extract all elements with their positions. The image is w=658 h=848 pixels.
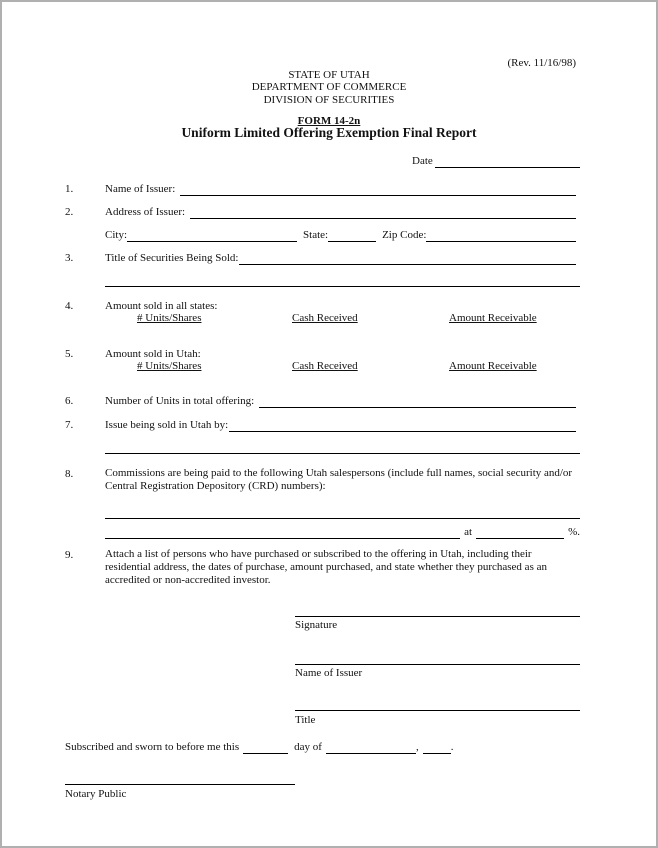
item-9	[65, 548, 576, 587]
agency-line-department: DEPARTMENT OF COMMERCE	[251, 81, 407, 94]
item-3-body	[105, 251, 576, 265]
notary-public-label: Notary Public	[65, 788, 127, 800]
item-8	[65, 467, 576, 493]
item-4-col-cash-header: Cash Received	[292, 312, 358, 324]
form-title: Uniform Limited Offering Exemption Final Report	[181, 125, 477, 140]
item-4-col-units-header: # Units/Shares	[137, 312, 202, 324]
item-1-label: Name of Issuer:	[105, 183, 176, 195]
item-7-number: 7.	[65, 419, 74, 431]
item-5-number: 5.	[65, 348, 74, 360]
item-1	[65, 182, 576, 196]
item-2-body	[105, 205, 576, 219]
city-label: City:	[105, 229, 128, 241]
period-text: .	[450, 741, 454, 753]
revision-note: (Rev. 11/16/98)	[507, 57, 576, 69]
item-6-number: 6.	[65, 395, 74, 407]
sworn-statement-row	[65, 740, 453, 754]
salespersons-input-line-2[interactable]	[105, 526, 460, 539]
signature-input-line[interactable]	[295, 616, 580, 617]
item-1-body	[105, 182, 576, 196]
item-6-label: Number of Units in total offering:	[105, 395, 255, 407]
agency-line-state: STATE OF UTAH	[288, 69, 370, 81]
date-input-line[interactable]	[435, 155, 580, 168]
notary-signature-input-line[interactable]	[65, 784, 295, 785]
item-6	[65, 394, 576, 408]
item-5-col-units-header: # Units/Shares	[137, 360, 202, 372]
city-state-zip-row	[105, 228, 576, 242]
commission-rate-input-line[interactable]	[476, 526, 564, 539]
issuer-name-signature-input-line[interactable]	[295, 664, 580, 665]
state-input-line[interactable]	[328, 229, 376, 242]
item-3-label: Title of Securities Being Sold:	[105, 252, 239, 264]
item-4-col-receivable-header: Amount Receivable	[449, 312, 537, 324]
item-5-col-cash-header: Cash Received	[292, 360, 358, 372]
utah-seller-input-line[interactable]	[229, 419, 576, 432]
item-4-number: 4.	[65, 300, 74, 312]
item-3	[65, 251, 576, 265]
comma-text: ,	[415, 741, 419, 753]
securities-title-input-line[interactable]	[239, 252, 576, 265]
item-5-col-receivable-header: Amount Receivable	[449, 360, 537, 372]
utah-seller-input-line-2[interactable]	[105, 453, 580, 454]
item-5-label: Amount sold in Utah:	[105, 348, 201, 360]
percent-label: %.	[568, 526, 580, 538]
day-of-label: day of	[294, 741, 322, 753]
item-8-label: Commissions are being paid to the following Utah salespersons (include full names, social security and/or Central Registration Depository (CRD) numbers):	[105, 467, 573, 493]
item-3-number: 3.	[65, 252, 74, 264]
issuer-address-input-line[interactable]	[190, 206, 576, 219]
item-2-label: Address of Issuer:	[105, 206, 186, 218]
total-units-input-line[interactable]	[259, 395, 576, 408]
at-label: at	[464, 526, 473, 538]
item-7-label: Issue being sold in Utah by:	[105, 419, 229, 431]
zip-label: Zip Code:	[382, 229, 427, 241]
item-7	[65, 418, 576, 432]
date-row	[412, 154, 580, 168]
item-2	[65, 205, 576, 219]
zip-input-line[interactable]	[426, 229, 576, 242]
agency-block	[2, 69, 656, 106]
securities-title-input-line-2[interactable]	[105, 286, 580, 287]
item-9-label: Attach a list of persons who have purchased or subscribed to the offering in Utah, including their residential address, the dates of purchase, amount purchased, and state whether they purchased as an accredited or non-accredited investor.	[105, 548, 547, 586]
agency-line-division: DIVISION OF SECURITIES	[263, 93, 395, 106]
item-6-body	[105, 394, 576, 408]
state-label: State:	[303, 229, 329, 241]
item-4-label: Amount sold in all states:	[105, 300, 218, 312]
issuer-name-input-line[interactable]	[180, 183, 576, 196]
signature-label: Signature	[295, 619, 338, 631]
item-9-number: 9.	[65, 549, 74, 561]
sworn-statement-label: Subscribed and sworn to before me this	[65, 741, 240, 753]
sworn-day-input-line[interactable]	[243, 741, 288, 754]
issuer-name-signature-label: Name of Issuer	[295, 667, 363, 679]
item-8-number: 8.	[65, 468, 74, 480]
sworn-year-input-line[interactable]	[423, 741, 451, 754]
title-label: Title	[295, 714, 316, 726]
title-input-line[interactable]	[295, 710, 580, 711]
commission-rate-row	[105, 525, 580, 539]
item-7-body	[105, 418, 576, 432]
item-2-number: 2.	[65, 206, 74, 218]
sworn-month-input-line[interactable]	[326, 741, 416, 754]
date-label: Date	[412, 155, 433, 167]
salespersons-input-line[interactable]	[105, 518, 580, 519]
item-1-number: 1.	[65, 183, 74, 195]
form-number: FORM 14-2n	[297, 115, 361, 127]
city-input-line[interactable]	[127, 229, 297, 242]
